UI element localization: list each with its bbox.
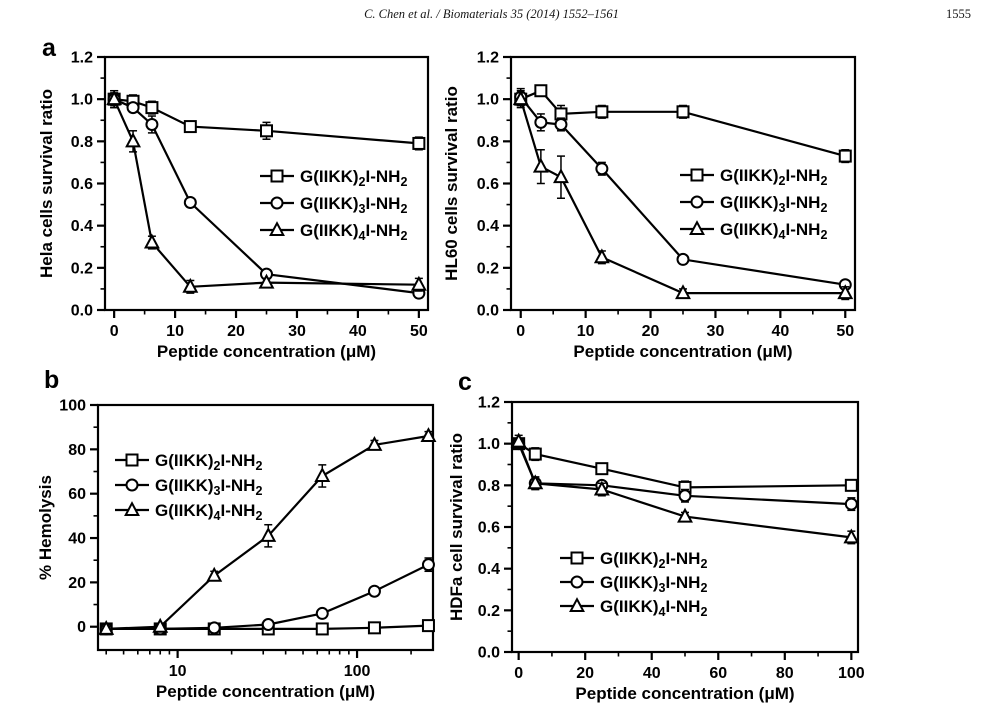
y-tick-label: 100 bbox=[59, 397, 86, 415]
y-tick-label: 1.2 bbox=[70, 49, 93, 67]
y-tick-label: 0.8 bbox=[476, 133, 499, 151]
circle-marker bbox=[272, 198, 283, 209]
triangle-marker bbox=[535, 160, 548, 172]
x-axis-label: Peptide concentration (μM) bbox=[155, 682, 376, 701]
y-axis-label: % Hemolysis bbox=[36, 475, 55, 580]
triangle-marker bbox=[555, 170, 568, 182]
circle-marker bbox=[423, 559, 434, 570]
legend-label: $G(IIKK)_4I-NH_2$ bbox=[720, 220, 828, 242]
square-marker bbox=[692, 170, 703, 181]
y-tick-label: 0.6 bbox=[70, 176, 93, 193]
square-marker bbox=[272, 171, 283, 182]
square-marker bbox=[423, 620, 434, 631]
legend-label: $G(IIKK)_2I-NH_2$ bbox=[300, 167, 408, 189]
x-tick-label: 50 bbox=[409, 323, 428, 340]
y-tick-label: 20 bbox=[68, 574, 86, 592]
circle-marker bbox=[128, 102, 139, 113]
x-tick-label: 0 bbox=[109, 323, 119, 340]
x-tick-label: 20 bbox=[641, 323, 660, 340]
y-tick-label: 0.8 bbox=[70, 133, 93, 151]
y-tick-label: 0.8 bbox=[477, 477, 500, 495]
y-axis-label: Hela cells survival ratio bbox=[37, 89, 56, 278]
triangle-marker bbox=[596, 250, 609, 262]
square-marker bbox=[127, 455, 138, 466]
y-tick-label: 0.6 bbox=[477, 519, 500, 537]
y-axis-label: HL60 cells survival ratio bbox=[442, 86, 461, 281]
x-axis bbox=[514, 652, 865, 703]
circle-marker bbox=[146, 119, 157, 130]
header-page-number: 1555 bbox=[946, 7, 971, 21]
x-tick-label: 100 bbox=[837, 665, 865, 682]
series-points-circle bbox=[101, 558, 434, 634]
circle-marker bbox=[846, 499, 857, 510]
legend bbox=[680, 166, 827, 242]
x-axis bbox=[106, 650, 411, 701]
y-tick-label: 60 bbox=[68, 486, 86, 504]
legend-label: $G(IIKK)_3I-NH_2$ bbox=[300, 194, 408, 216]
plot-frame bbox=[98, 405, 433, 650]
x-axis-label: Peptide concentration (μM) bbox=[573, 342, 793, 361]
x-axis-label: Peptide concentration (μM) bbox=[575, 684, 795, 703]
x-axis-label: Peptide concentration (μM) bbox=[156, 342, 377, 361]
y-tick-label: 0.4 bbox=[476, 218, 499, 236]
legend bbox=[260, 167, 407, 243]
x-axis bbox=[110, 310, 428, 361]
panel-letter-a: a bbox=[42, 34, 56, 62]
x-tick-label: 100 bbox=[343, 663, 371, 680]
legend-label: $G(IIKK)_2I-NH_2$ bbox=[155, 451, 263, 473]
header-citation: C. Chen et al. / Biomaterials 35 (2014) 1552–1561 bbox=[364, 7, 619, 21]
y-axis bbox=[36, 398, 98, 637]
circle-marker bbox=[678, 254, 689, 265]
y-axis bbox=[442, 50, 511, 320]
y-tick-label: 0.0 bbox=[477, 644, 500, 662]
panel-letter-c: c bbox=[458, 368, 472, 396]
square-marker bbox=[596, 106, 607, 117]
legend-label: $G(IIKK)_3I-NH_2$ bbox=[600, 573, 708, 595]
y-axis-label: HDFa cell survival ratio bbox=[447, 432, 466, 622]
square-marker bbox=[185, 121, 196, 132]
x-tick-label: 0 bbox=[516, 323, 526, 340]
x-tick-label: 0 bbox=[514, 665, 524, 682]
triangle-marker bbox=[127, 135, 140, 147]
x-tick-label: 40 bbox=[349, 323, 367, 340]
y-tick-label: 1.2 bbox=[476, 49, 499, 67]
x-tick-label: 40 bbox=[642, 665, 661, 682]
x-tick-label: 30 bbox=[288, 323, 306, 340]
square-marker bbox=[678, 106, 689, 117]
x-tick-label: 20 bbox=[576, 665, 595, 682]
legend-label: $G(IIKK)_4I-NH_2$ bbox=[600, 597, 708, 619]
x-tick-label: 10 bbox=[576, 323, 595, 340]
y-tick-label: 0.4 bbox=[477, 561, 500, 579]
square-marker bbox=[572, 553, 583, 564]
square-marker bbox=[596, 463, 607, 474]
y-tick-label: 1.0 bbox=[477, 436, 500, 454]
circle-marker bbox=[185, 197, 196, 208]
series-line-square bbox=[521, 91, 846, 156]
y-tick-label: 0.6 bbox=[476, 176, 499, 193]
y-tick-label: 0.2 bbox=[477, 602, 500, 620]
circle-marker bbox=[127, 480, 138, 491]
legend bbox=[560, 549, 707, 619]
circle-marker bbox=[555, 119, 566, 130]
circle-marker bbox=[572, 577, 583, 588]
triangle-marker bbox=[316, 469, 329, 481]
circle-marker bbox=[317, 608, 328, 619]
square-marker bbox=[840, 151, 851, 162]
x-tick-label: 50 bbox=[836, 323, 855, 340]
hl60-survival-chart bbox=[435, 42, 875, 364]
y-axis bbox=[447, 395, 512, 662]
x-tick-label: 20 bbox=[227, 323, 245, 340]
series-points-triangle bbox=[100, 429, 435, 634]
triangle-marker bbox=[208, 569, 221, 581]
square-marker bbox=[261, 125, 272, 136]
square-marker bbox=[530, 449, 541, 460]
legend bbox=[115, 451, 262, 523]
circle-marker bbox=[680, 490, 691, 501]
circle-marker bbox=[369, 586, 380, 597]
legend-label: $G(IIKK)_3I-NH_2$ bbox=[720, 193, 828, 215]
panel-letter-b: b bbox=[44, 366, 60, 394]
hela-survival-chart bbox=[30, 42, 450, 364]
square-marker bbox=[535, 85, 546, 96]
y-tick-label: 0.2 bbox=[476, 260, 499, 278]
circle-marker bbox=[263, 619, 274, 630]
circle-marker bbox=[692, 197, 703, 208]
y-tick-label: 0.2 bbox=[70, 260, 93, 278]
legend-label: $G(IIKK)_2I-NH_2$ bbox=[600, 549, 708, 571]
y-tick-label: 0 bbox=[77, 619, 86, 637]
y-tick-label: 1.0 bbox=[70, 91, 93, 109]
hdfa-survival-chart bbox=[440, 372, 880, 720]
legend-label: $G(IIKK)_4I-NH_2$ bbox=[155, 501, 263, 523]
legend-label: $G(IIKK)_4I-NH_2$ bbox=[300, 221, 408, 243]
square-marker bbox=[146, 102, 157, 113]
square-marker bbox=[846, 480, 857, 491]
legend-label: $G(IIKK)_2I-NH_2$ bbox=[720, 166, 828, 188]
x-tick-label: 10 bbox=[166, 323, 184, 340]
x-tick-label: 60 bbox=[709, 665, 728, 682]
circle-marker bbox=[535, 117, 546, 128]
square-marker bbox=[317, 623, 328, 634]
y-tick-label: 0.0 bbox=[70, 302, 93, 320]
y-tick-label: 40 bbox=[68, 530, 86, 548]
series-points-circle bbox=[513, 438, 857, 510]
circle-marker bbox=[209, 622, 220, 633]
legend-label: $G(IIKK)_3I-NH_2$ bbox=[155, 476, 263, 498]
x-tick-label: 40 bbox=[771, 323, 790, 340]
x-tick-label: 30 bbox=[706, 323, 725, 340]
y-tick-label: 1.2 bbox=[477, 394, 500, 412]
y-tick-label: 0.4 bbox=[70, 218, 93, 236]
circle-marker bbox=[596, 163, 607, 174]
y-tick-label: 0.0 bbox=[476, 302, 499, 320]
triangle-marker bbox=[146, 236, 159, 248]
y-axis bbox=[37, 50, 105, 320]
hemolysis-chart bbox=[25, 372, 445, 720]
x-axis bbox=[516, 310, 854, 361]
y-tick-label: 1.0 bbox=[476, 91, 499, 109]
x-tick-label: 10 bbox=[168, 663, 187, 680]
y-tick-label: 80 bbox=[68, 441, 86, 459]
square-marker bbox=[413, 138, 424, 149]
square-marker bbox=[369, 622, 380, 633]
x-tick-label: 80 bbox=[775, 665, 794, 682]
